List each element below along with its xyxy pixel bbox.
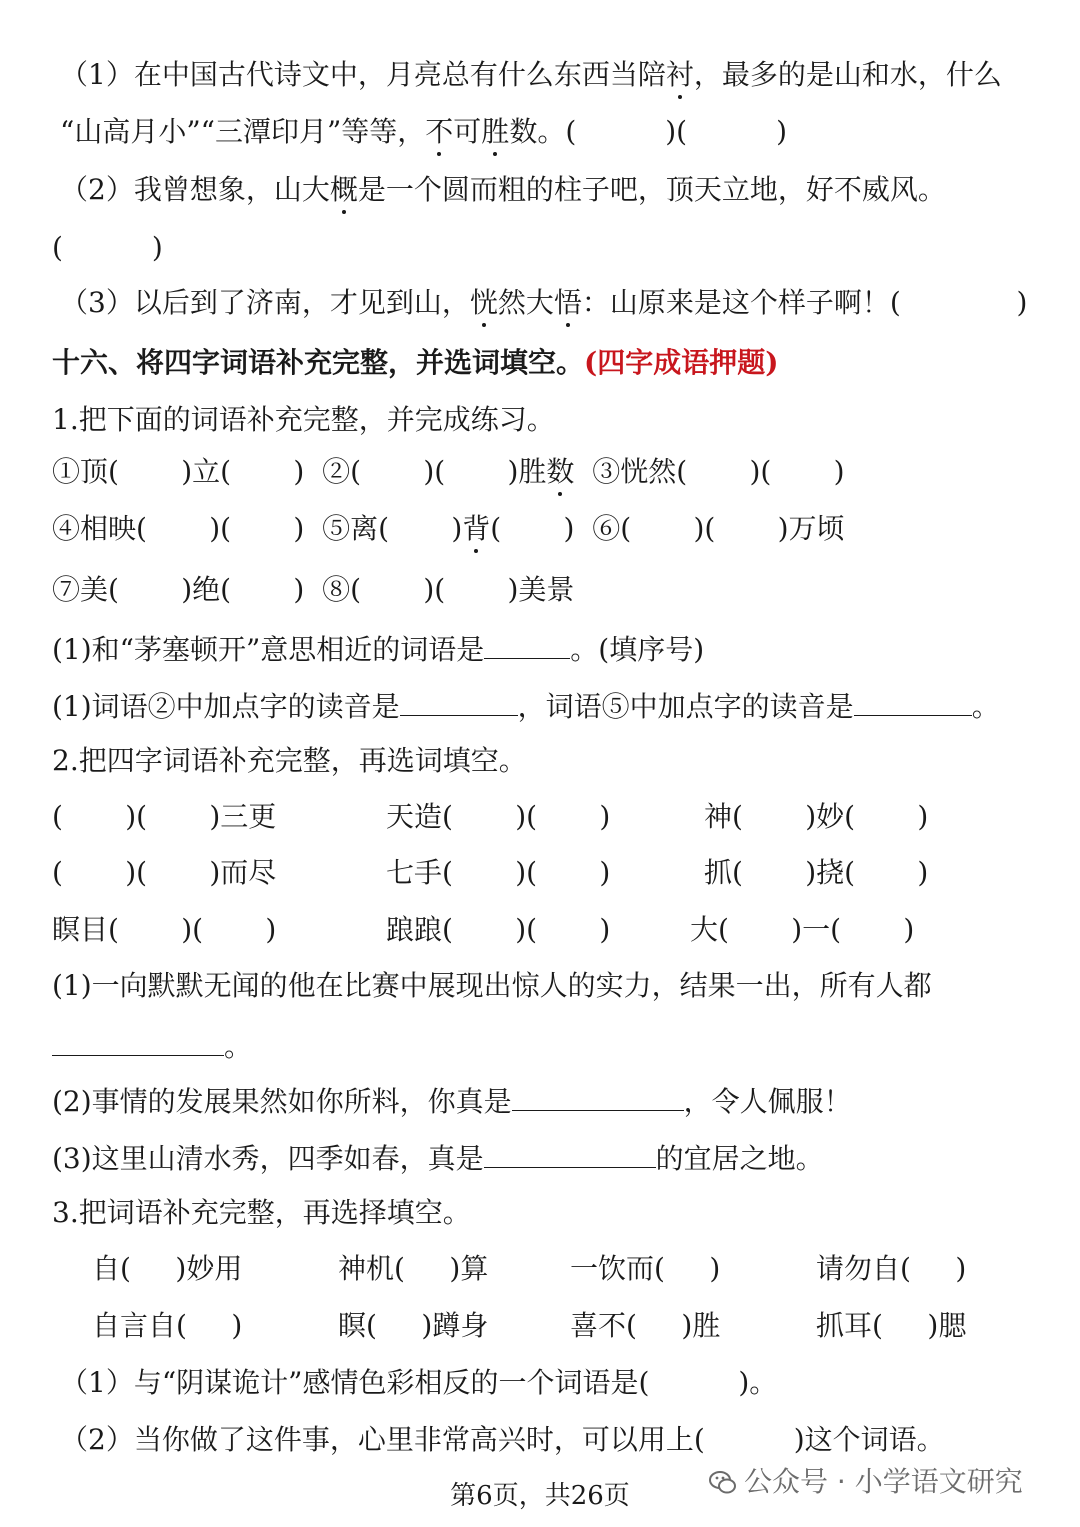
part2-title: 2.把四字词语补充完整，再选词填空。 [52,744,527,777]
idiom-grid-cell[interactable]: 神( )妙( ) [704,800,929,833]
dotted-char: 背 [462,509,490,549]
word-cell[interactable]: 抓耳( )腮 [816,1309,967,1342]
part2-sentence-1-answer: 。 [52,1025,252,1067]
word-cell[interactable]: 喜不( )胜 [570,1309,721,1342]
idiom-row-1[interactable]: ①顶( )立( ) ②( )( )胜数 ③恍然( )( ) [52,452,845,492]
dotted-char: 胜 [481,112,509,152]
answer-blank[interactable] [512,1080,684,1111]
word-cell[interactable]: 一饮而( ) [570,1252,721,1285]
part2-sentence-2: (2)事情的发展果然如你所料，你真是 ，令人佩服！ [52,1080,852,1122]
part3-question-1[interactable]: （1）与“阴谋诡计”感情色彩相反的一个词语是( )。 [60,1366,778,1399]
q15-line1: （1）在中国古代诗文中，月亮总有什么东西当陪衬，最多的是山和水，什么 [60,55,1002,95]
q15-line5: （3）以后到了济南，才见到山，恍然大悟：山原来是这个样子啊！( ) [60,283,1027,323]
q15-line3: （2）我曾想象，山大概是一个圆而粗的柱子吧，顶天立地，好不威风。 [60,170,946,210]
answer-blank[interactable] [854,685,972,716]
idiom-grid-cell[interactable]: 抓( )挠( ) [704,856,929,889]
idiom-grid-cell[interactable]: 天造( )( ) [386,800,611,833]
dotted-char: 恍 [470,283,498,323]
section-tag: (四字成语押题) [584,346,779,379]
watermark: 公众号 · 小学语文研究 [708,1462,1023,1502]
answer-blank[interactable] [400,685,518,716]
word-cell[interactable]: 神机( )算 [338,1252,489,1285]
dotted-char: 衬 [666,55,694,95]
answer-blank[interactable] [52,1025,224,1056]
idiom-grid-cell[interactable]: ( )( )三更 [52,800,277,833]
wechat-icon [708,1468,738,1498]
part1-title: 1.把下面的词语补充完整，并完成练习。 [52,403,555,436]
part1-question-2: (1)词语②中加点字的读音是 ，词语⑤中加点字的读音是 。 [52,685,1000,727]
section-16-title: 十六、将四字词语补充完整，并选词填空。(四字成语押题) [52,346,779,379]
answer-blank[interactable] [484,1137,656,1168]
word-cell[interactable]: 自( )妙用 [92,1252,243,1285]
word-cell[interactable]: 请勿自( ) [816,1252,967,1285]
q15-line2: “山高月小”“三潭印月”等等，不可胜数。( )( ) [60,112,787,152]
idiom-row-2[interactable]: ④相映( )( ) ⑤离( )背( ) ⑥( )( )万顷 [52,509,845,549]
dotted-char: 不 [425,112,453,152]
dotted-char: 数 [546,452,574,492]
word-cell[interactable]: 瞑( )蹲身 [338,1309,489,1342]
idiom-grid-cell[interactable]: 瞑目( )( ) [52,913,277,946]
idiom-grid-cell[interactable]: 大( )一( ) [690,913,915,946]
page-number: 第6页，共26页 [450,1481,630,1511]
idiom-row-3[interactable]: ⑦美( )绝( ) ⑧( )( )美景 [52,573,575,606]
q15-answer-blank[interactable]: ( ) [52,231,163,264]
answer-blank[interactable] [484,628,570,659]
idiom-grid-cell[interactable]: ( )( )而尽 [52,856,277,889]
part2-sentence-3: (3)这里山清水秀，四季如春，真是 的宜居之地。 [52,1137,824,1179]
dotted-char: 悟 [554,283,582,323]
dotted-char: 概 [330,170,358,210]
part3-title: 3.把词语补充完整，再选择填空。 [52,1196,471,1229]
part3-question-2[interactable]: （2）当你做了这件事，心里非常高兴时，可以用上( )这个词语。 [60,1423,945,1456]
idiom-grid-cell[interactable]: 踉踉( )( ) [386,913,611,946]
word-cell[interactable]: 自言自( ) [92,1309,243,1342]
idiom-grid-cell[interactable]: 七手( )( ) [386,856,611,889]
part2-sentence-1: (1)一向默默无闻的他在比赛中展现出惊人的实力，结果一出，所有人都 [52,969,932,1002]
part1-question-1: (1)和“茅塞顿开”意思相近的词语是 。(填序号) [52,628,704,670]
